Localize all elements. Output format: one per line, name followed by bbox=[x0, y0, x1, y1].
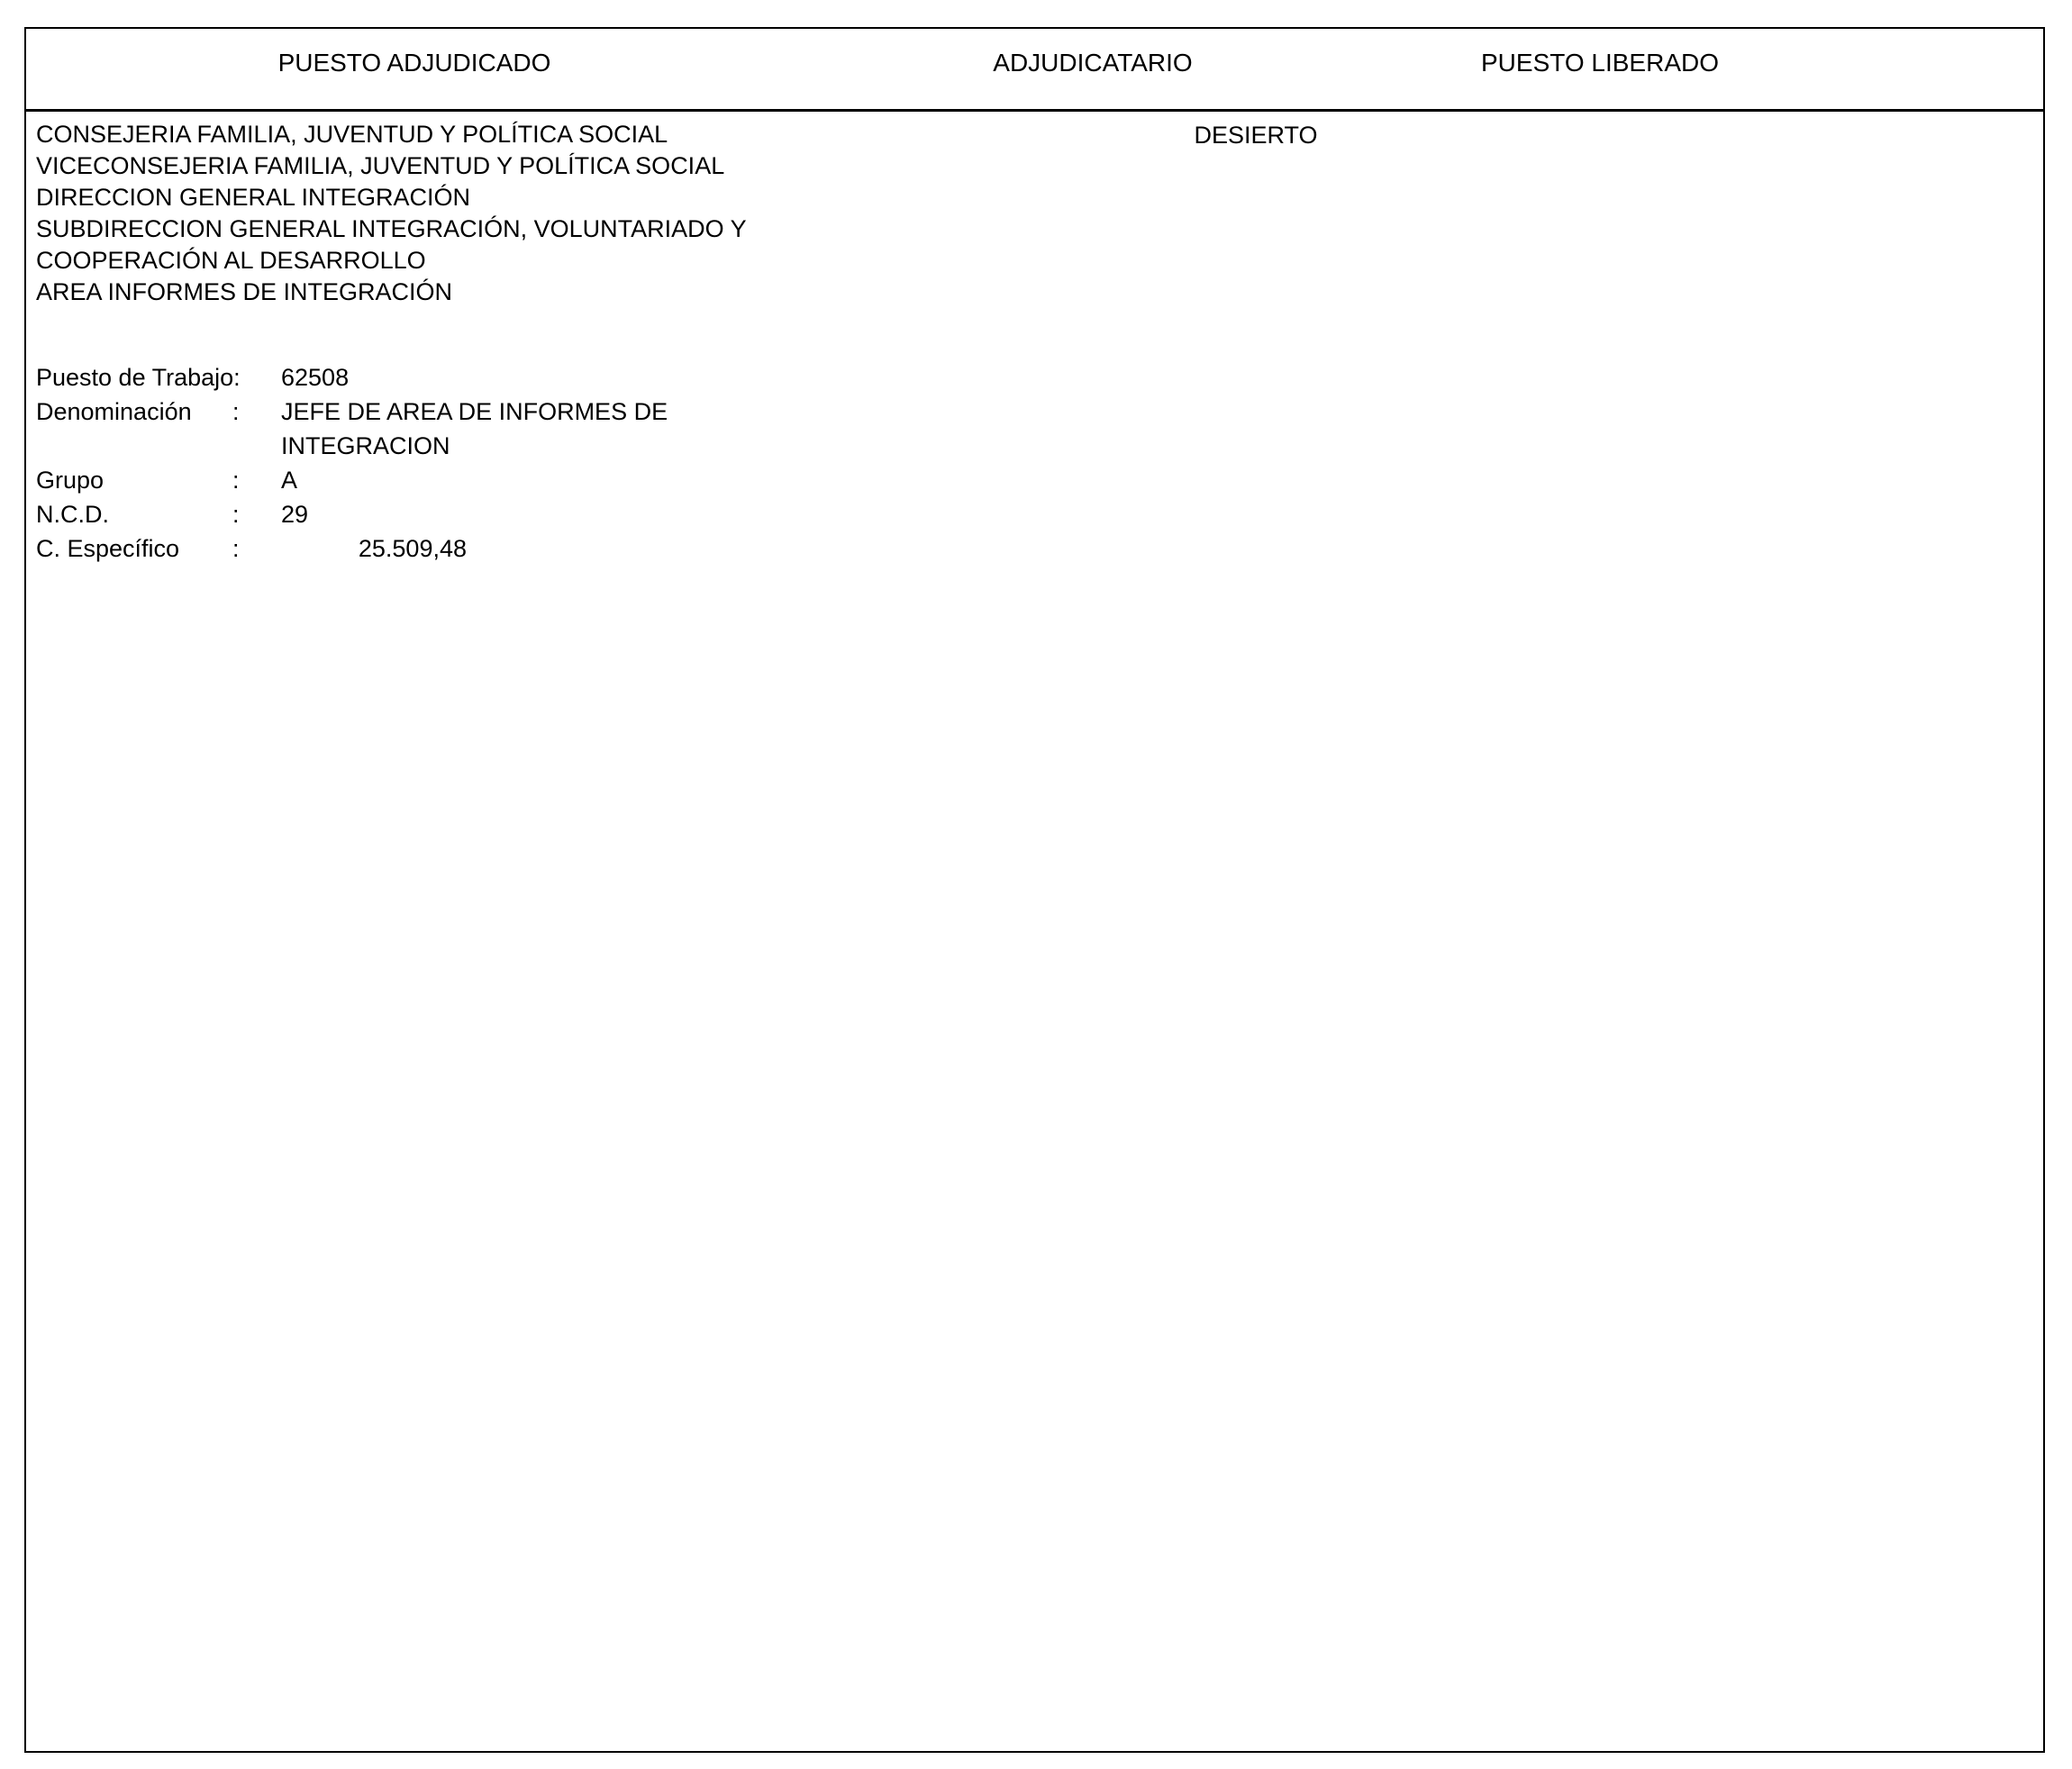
field-grupo bbox=[36, 463, 847, 497]
field-denominacion-value-line: JEFE DE AREA DE INFORMES DE bbox=[281, 398, 668, 425]
header-adjudicatario: ADJUDICATARIO bbox=[993, 49, 1193, 77]
field-c-especifico-colon: : bbox=[232, 535, 240, 562]
field-c-especifico bbox=[36, 531, 847, 566]
field-ncd-label: N.C.D. bbox=[36, 501, 109, 528]
field-c-especifico-label: C. Específico bbox=[36, 535, 180, 562]
field-ncd bbox=[36, 497, 847, 531]
field-denominacion bbox=[36, 395, 847, 463]
field-puesto-trabajo-label: Puesto de Trabajo: bbox=[36, 364, 241, 391]
adjudicatario-status: DESIERTO bbox=[1194, 122, 1318, 149]
field-denominacion-value-line: INTEGRACION bbox=[281, 432, 450, 459]
document-frame bbox=[24, 27, 2045, 1753]
org-line: SUBDIRECCION GENERAL INTEGRACIÓN, VOLUNTARIADO Y bbox=[36, 215, 747, 242]
field-c-especifico-value: 25.509,48 bbox=[358, 535, 467, 562]
field-puesto-trabajo-value: 62508 bbox=[281, 364, 350, 391]
org-line: CONSEJERIA FAMILIA, JUVENTUD Y POLÍTICA SOCIAL bbox=[36, 121, 668, 148]
header-puesto-liberado: PUESTO LIBERADO bbox=[1480, 49, 1720, 77]
field-denominacion-colon: : bbox=[232, 398, 240, 425]
table-header-row bbox=[26, 29, 2043, 112]
field-puesto-trabajo bbox=[36, 360, 847, 395]
org-line: VICECONSEJERIA FAMILIA, JUVENTUD Y POLÍTICA SOCIAL bbox=[36, 152, 725, 179]
field-grupo-value: A bbox=[281, 467, 298, 494]
field-ncd-value: 29 bbox=[281, 501, 309, 528]
field-grupo-colon: : bbox=[232, 467, 240, 494]
org-line: COOPERACIÓN AL DESARROLLO bbox=[36, 247, 426, 274]
header-puesto-adjudicado: PUESTO ADJUDICADO bbox=[277, 49, 551, 77]
org-line: DIRECCION GENERAL INTEGRACIÓN bbox=[36, 184, 471, 211]
field-grupo-label: Grupo bbox=[36, 467, 105, 494]
field-denominacion-value bbox=[281, 395, 668, 463]
org-line: AREA INFORMES DE INTEGRACIÓN bbox=[36, 278, 453, 305]
org-hierarchy-block bbox=[36, 119, 747, 308]
field-ncd-colon: : bbox=[232, 501, 240, 528]
field-denominacion-label: Denominación bbox=[36, 398, 192, 425]
post-details-block bbox=[36, 360, 847, 566]
